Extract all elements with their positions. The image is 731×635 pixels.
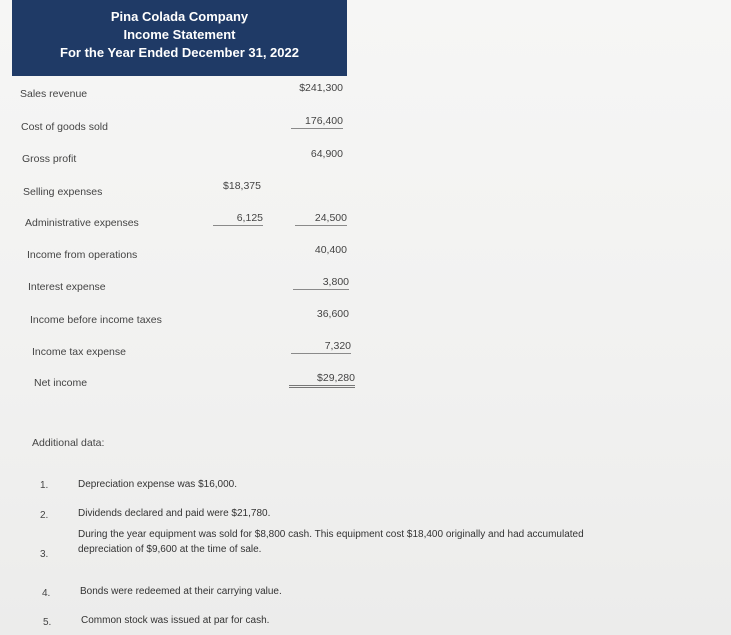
interest-expense-amount: 3,800 — [293, 276, 349, 290]
statement-header — [12, 0, 347, 76]
income-from-operations-label: Income from operations — [27, 249, 138, 261]
cogs-amount: 176,400 — [291, 115, 343, 129]
note-text-line2: depreciation of $9,600 at the time of sale. — [78, 544, 262, 555]
statement-title: Income Statement — [123, 27, 236, 42]
gross-profit-label: Gross profit — [22, 153, 77, 165]
note-number: 4. — [42, 588, 51, 599]
cogs-label: Cost of goods sold — [21, 121, 108, 133]
income-from-operations-amount: 40,400 — [314, 244, 347, 256]
note-text: Common stock was issued at par for cash. — [81, 615, 270, 626]
net-income-amount: $29,280 — [289, 372, 355, 388]
note-number: 2. — [40, 510, 49, 521]
note-text: Bonds were redeemed at their carrying value. — [80, 586, 282, 597]
note-number: 3. — [40, 549, 49, 560]
note-text: Dividends declared and paid were $21,780. — [78, 508, 271, 519]
total-operating-expenses-amount: 24,500 — [295, 212, 347, 226]
statement-period: For the Year Ended December 31, 2022 — [60, 45, 299, 60]
note-text: Depreciation expense was $16,000. — [78, 479, 237, 490]
sales-revenue-amount: $241,300 — [299, 82, 343, 94]
note-number: 1. — [40, 480, 49, 491]
admin-expenses-amount: 6,125 — [213, 212, 263, 226]
selling-expenses-amount: $18,375 — [223, 180, 261, 192]
interest-expense-label: Interest expense — [28, 281, 106, 293]
income-before-taxes-label: Income before income taxes — [30, 314, 162, 326]
company-name: Pina Colada Company — [110, 9, 249, 24]
income-before-taxes-amount: 36,600 — [316, 308, 349, 320]
selling-expenses-label: Selling expenses — [23, 186, 103, 198]
income-tax-expense-label: Income tax expense — [32, 346, 126, 358]
additional-data-title: Additional data: — [32, 437, 105, 449]
income-tax-expense-amount: 7,320 — [291, 340, 351, 354]
gross-profit-amount: 64,900 — [310, 148, 343, 160]
note-number: 5. — [43, 617, 52, 628]
net-income-label: Net income — [34, 377, 88, 389]
sales-revenue-label: Sales revenue — [20, 88, 88, 100]
admin-expenses-label: Administrative expenses — [25, 217, 139, 229]
note-text-line1: During the year equipment was sold for $8,800 cash. This equipment cost $18,400 originally and had accumulated — [78, 529, 584, 540]
